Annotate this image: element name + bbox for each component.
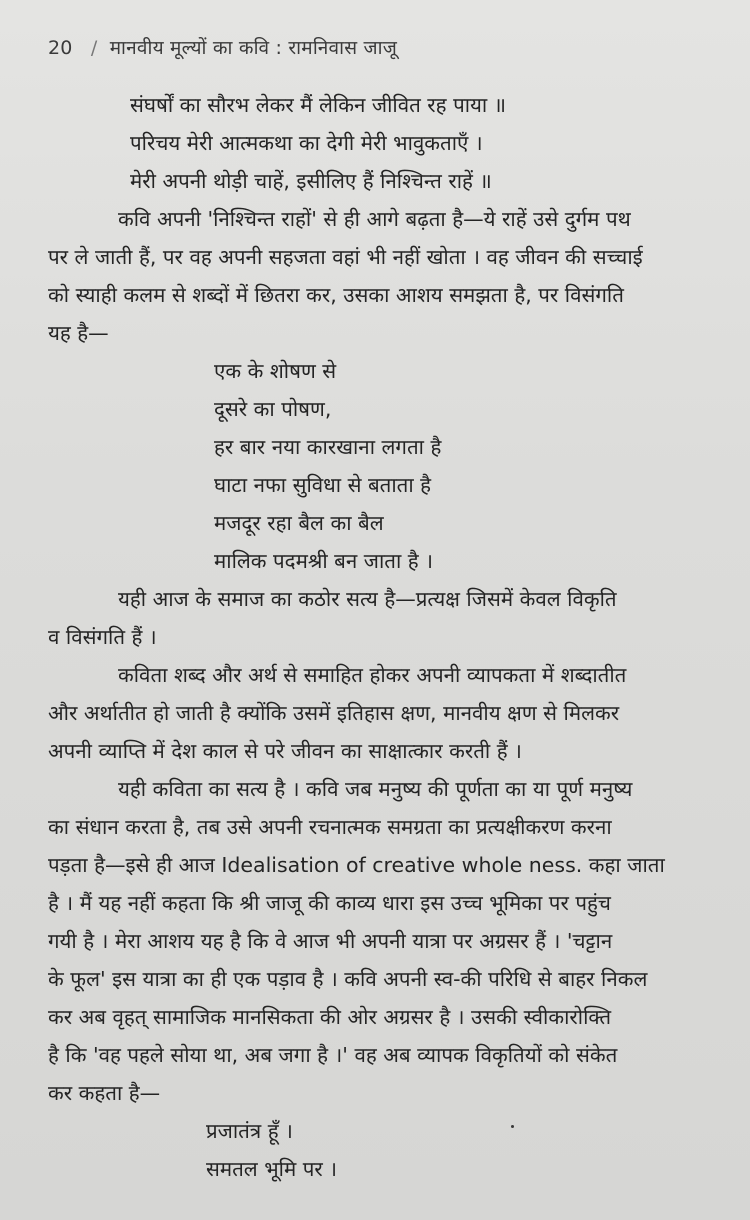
body-text-line: कर कहता है— (48, 1081, 161, 1105)
verse-line: एक के शोषण से (214, 359, 337, 383)
body-text-line: यह है— (48, 321, 109, 345)
body-text-line: कवि अपनी 'निश्चिन्त राहों' से ही आगे बढ़ता है—ये राहें उसे दुर्गम पथ (118, 207, 631, 231)
verse-line: प्रजातंत्र हूँ । (206, 1119, 293, 1143)
verse-line: मेरी अपनी थोड़ी चाहें, इसीलिए हैं निश्चिन्त राहें ॥ (130, 169, 492, 193)
verse-line: समतल भूमि पर । (206, 1157, 338, 1181)
running-header (48, 34, 397, 60)
body-text-line: गयी है । मेरा आशय यह है कि वे आज भी अपनी यात्रा पर अग्रसर हैं । 'चट्टान (48, 929, 613, 953)
body-text-line: पड़ता है—इसे ही आज Idealisation of creative whole ness. कहा जाता (48, 853, 665, 877)
body-text-line: को स्याही कलम से शब्दों में छितरा कर, उसका आशय समझता है, पर विसंगति (48, 283, 624, 307)
body-text-line: यही आज के समाज का कठोर सत्य है—प्रत्यक्ष जिसमें केवल विकृति (118, 587, 617, 611)
body-text-line: पर ले जाती हैं, पर वह अपनी सहजता वहां भी नहीं खोता । वह जीवन की सच्चाई (48, 245, 643, 269)
body-text-line: कर अब वृहत् सामाजिक मानसिकता की ओर अग्रसर है । उसकी स्वीकारोक्ति (48, 1005, 612, 1029)
verse-line: परिचय मेरी आत्मकथा का देगी मेरी भावुकताएँ । (130, 131, 483, 155)
header-separator: / (90, 37, 98, 59)
body-text-line: व विसंगति हैं । (48, 625, 157, 649)
page-number: 20 (48, 37, 73, 59)
verse-line: हर बार नया कारखाना लगता है (214, 435, 442, 459)
ink-speck (511, 1125, 514, 1128)
verse-line: संघर्षों का सौरभ लेकर मैं लेकिन जीवित रह पाया ॥ (130, 93, 507, 117)
running-title: मानवीय मूल्यों का कवि : रामनिवास जाजू (109, 37, 398, 59)
body-text-line: और अर्थातीत हो जाती है क्योंकि उसमें इतिहास क्षण, मानवीय क्षण से मिलकर (48, 701, 620, 725)
verse-line: दूसरे का पोषण, (214, 397, 332, 421)
body-text-line: है कि 'वह पहले सोया था, अब जगा है ।' वह अब व्यापक विकृतियों को संकेत (48, 1043, 618, 1067)
body-text-line: अपनी व्याप्ति में देश काल से परे जीवन का साक्षात्कार करती हैं । (48, 739, 522, 763)
body-text-line: यही कविता का सत्य है । कवि जब मनुष्य की पूर्णता का या पूर्ण मनुष्य (118, 777, 633, 801)
verse-line: मजदूर रहा बैल का बैल (214, 511, 384, 535)
verse-line: घाटा नफा सुविधा से बताता है (214, 473, 432, 497)
body-text-line: है । मैं यह नहीं कहता कि श्री जाजू की काव्य धारा इस उच्च भूमिका पर पहुंच (48, 891, 611, 915)
body-text-line: का संधान करता है, तब उसे अपनी रचनात्मक समग्रता का प्रत्यक्षीकरण करना (48, 815, 612, 839)
verse-line: मालिक पदमश्री बन जाता है । (214, 549, 433, 573)
body-text-line: कविता शब्द और अर्थ से समाहित होकर अपनी व्यापकता में शब्दातीत (118, 663, 627, 687)
body-text-line: के फूल' इस यात्रा का ही एक पड़ाव है । कवि अपनी स्व-की परिधि से बाहर निकल (48, 967, 648, 991)
